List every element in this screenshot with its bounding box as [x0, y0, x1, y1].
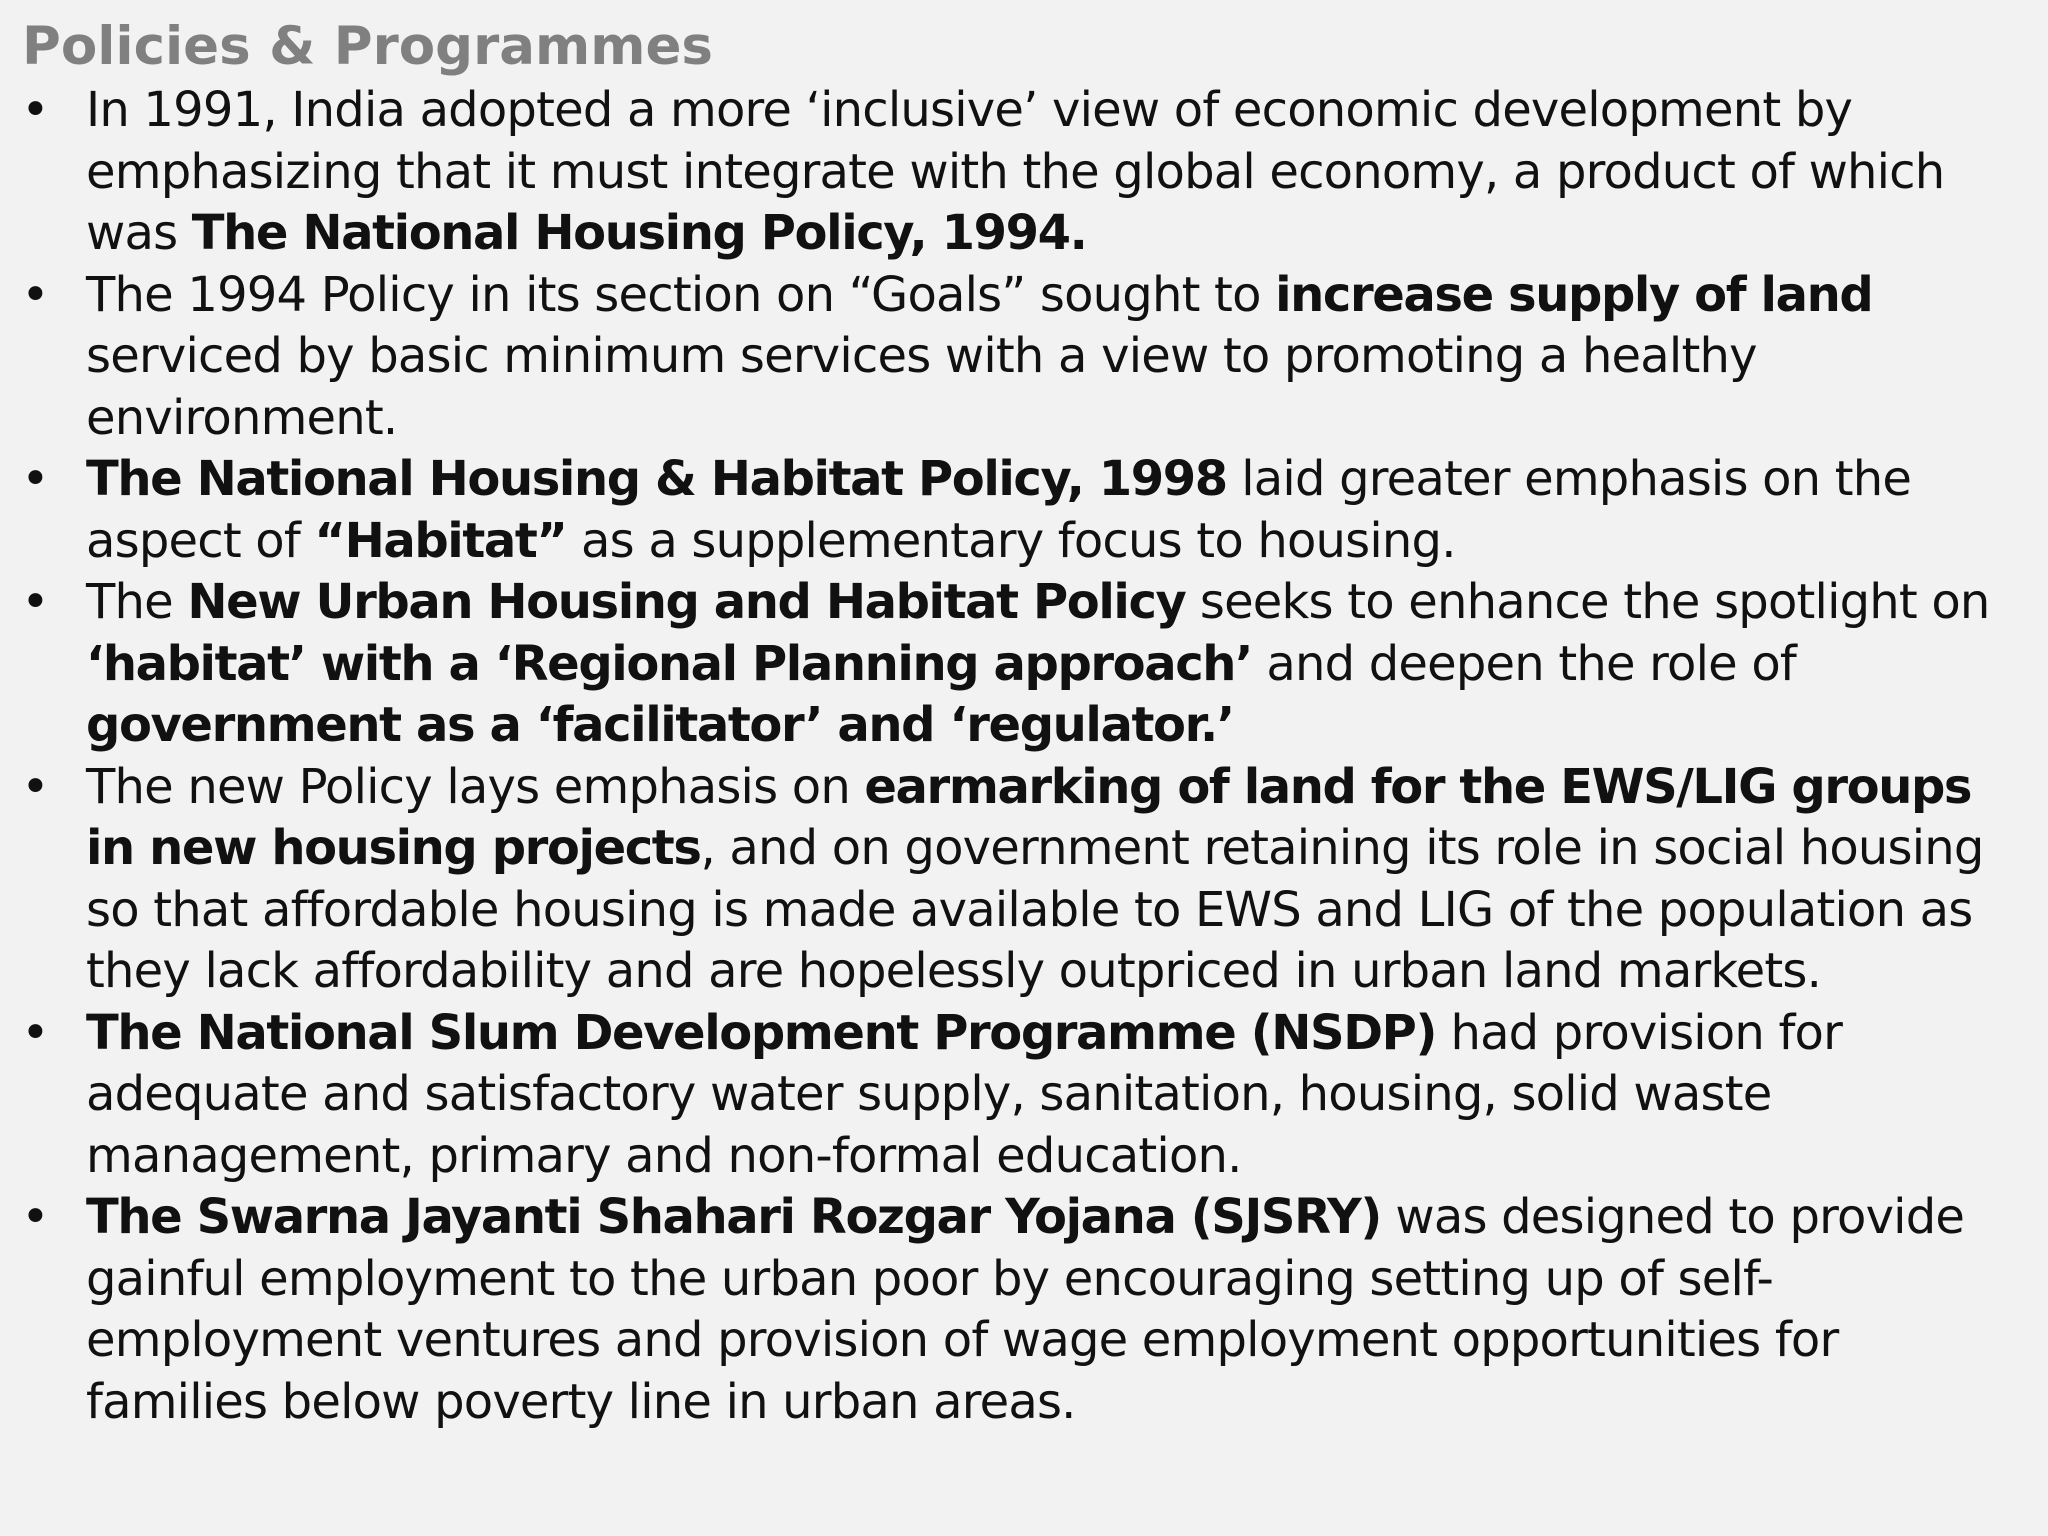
bullet-list: [0, 80, 2048, 1433]
bullet-item-new-urban-policy: [0, 572, 2048, 757]
bullet-emphasis: The Swarna Jayanti Shahari Rozgar Yojana (SJSRY): [86, 1189, 1381, 1245]
bullet-emphasis: “Habitat”: [314, 512, 567, 569]
bullet-dot-icon: •: [21, 451, 49, 507]
bullet-dot-icon: •: [21, 1004, 49, 1061]
bullet-text: laid greater emphasis on the aspect of: [86, 451, 1912, 569]
bullet-item-sjsry: [0, 1187, 2048, 1433]
bullet-text: as a supplementary focus to housing.: [566, 512, 1456, 569]
bullet-dot-icon: •: [21, 1189, 49, 1245]
bullet-text: In 1991, India adopted a more ‘inclusive’ view of economic development by emphasizing that it must integrate with the global economy, a product of which was: [86, 82, 1945, 261]
bullet-text: The: [86, 574, 188, 630]
bullet-emphasis: The National Housing & Habitat Policy, 1998: [86, 451, 1227, 507]
slide-title: Policies & Programmes: [22, 16, 713, 77]
bullet-text: seeks to enhance the spotlight on: [1185, 574, 1990, 630]
bullet-item-ews-lig-land: [0, 757, 2048, 1003]
bullet-emphasis: ‘habitat’ with a ‘Regional Planning approach’: [86, 635, 1252, 692]
bullet-text: The 1994 Policy in its section on “Goals” sought to: [86, 266, 1276, 323]
bullet-emphasis: government as a ‘facilitator’ and ‘regulator.’: [86, 697, 1234, 753]
bullet-dot-icon: •: [21, 266, 49, 323]
bullet-emphasis: New Urban Housing and Habitat Policy: [187, 574, 1186, 630]
bullet-item-nsdp: [0, 1003, 2048, 1188]
bullet-item-1998-habitat-policy: [0, 449, 2048, 572]
bullet-emphasis: increase supply of land: [1275, 266, 1873, 323]
bullet-text: was designed to provide gainful employment to the urban poor by encouraging setting up of self-employment ventures and provision of wage employment opportunities for families below poverty line in urban areas.: [86, 1189, 1965, 1430]
bullet-dot-icon: •: [21, 82, 49, 138]
bullet-text: , and on government retaining its role in social housing so that affordable housing is made available to EWS and LIG of the population as they lack affordability and are hopelessly outpriced in urban land markets.: [86, 820, 1984, 999]
bullet-item-1991-policy: [0, 80, 2048, 265]
bullet-text: The new Policy lays emphasis on: [86, 758, 865, 815]
bullet-text: serviced by basic minimum services with a view to promoting a healthy environment.: [86, 328, 1757, 446]
bullet-text: and deepen the role of: [1251, 635, 1797, 692]
bullet-dot-icon: •: [21, 758, 49, 815]
bullet-item-1994-goals: [0, 265, 2048, 450]
bullet-text: had provision for adequate and satisfactory water supply, sanitation, housing, solid waste management, primary and non-formal education.: [86, 1004, 1843, 1184]
bullet-emphasis: The National Housing Policy, 1994.: [191, 205, 1087, 261]
bullet-dot-icon: •: [21, 574, 49, 630]
bullet-emphasis: earmarking of land for the EWS/LIG groups in new housing projects: [86, 758, 1972, 876]
bullet-emphasis: The National Slum Development Programme (NSDP): [86, 1004, 1436, 1061]
